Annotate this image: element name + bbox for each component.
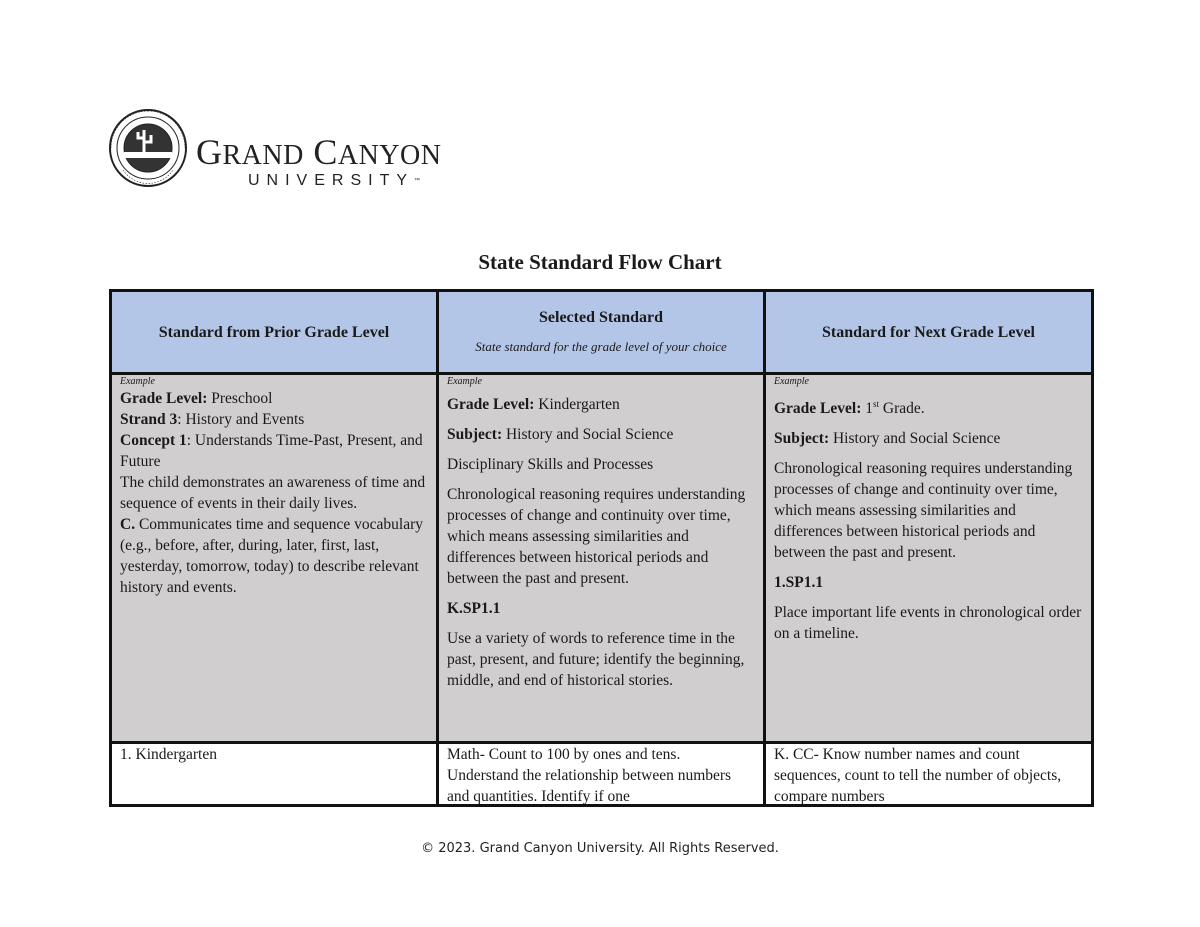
standard-code: 1.SP1.1	[774, 574, 824, 592]
logo-name-line2: UNIVERSITY™	[248, 172, 421, 189]
university-logo	[108, 108, 488, 192]
header-prior-grade: Standard from Prior Grade Level	[111, 291, 438, 374]
example-selected-cell: Example Grade Level: Kindergarten Subject: History and Social Science Disciplinary Skills and Processes Chronological reasoning requires understanding processes of change and continuity over time, which means assessing similarities and differences between historical periods and between the past and present. K.SP1.1 Use a variety of words to reference time in the past, present, and future; identify the beginning, middle, and end of historical stories.	[438, 374, 765, 743]
flow-chart-table	[109, 289, 1094, 807]
header-next-grade: Standard for Next Grade Level	[765, 291, 1093, 374]
header-selected-standard: Selected Standard State standard for the grade level of your choice	[438, 291, 765, 374]
example-next-cell: Example Grade Level: 1st Grade. Subject: History and Social Science Chronological reasoning requires understanding processes of change and continuity over time, which means assessing similarities and differences between historical periods and between the past and present. 1.SP1.1 Place important life events in chronological order on a timeline.	[765, 374, 1093, 743]
table-row	[111, 743, 1093, 806]
page-title: State Standard Flow Chart	[478, 250, 722, 274]
logo-name-line1: GRAND CANYON	[196, 132, 442, 172]
row1-prior-cell[interactable]: 1. Kindergarten	[111, 743, 438, 806]
standard-code: K.SP1.1	[447, 600, 501, 617]
row1-next-cell[interactable]: K. CC- Know number names and count sequences, count to tell the number of objects, compare numbers	[765, 743, 1093, 806]
example-tag: Example	[447, 376, 482, 387]
row1-selected-cell[interactable]: Math- Count to 100 by ones and tens. Understand the relationship between numbers and quantities. Identify if one	[438, 743, 765, 806]
example-tag: Example	[774, 376, 809, 387]
copyright-footer: © 2023. Grand Canyon University. All Rights Reserved.	[421, 841, 779, 856]
example-prior-cell: Example Grade Level: Preschool Strand 3: History and Events Concept 1: Understands Time-Past, Present, and Future The child demonstrates an awareness of time and sequence of events in their daily lives. C. Communicates time and sequence vocabulary (e.g., before, after, during, later, first, last, yesterday, tomorrow, today) to describe relevant history and events.	[111, 374, 438, 743]
example-tag: Example	[120, 376, 155, 387]
example-row	[111, 374, 1093, 743]
university-seal-icon	[108, 108, 188, 188]
header-selected-subtitle: State standard for the grade level of your choice	[475, 339, 727, 354]
table-header-row	[111, 291, 1093, 374]
